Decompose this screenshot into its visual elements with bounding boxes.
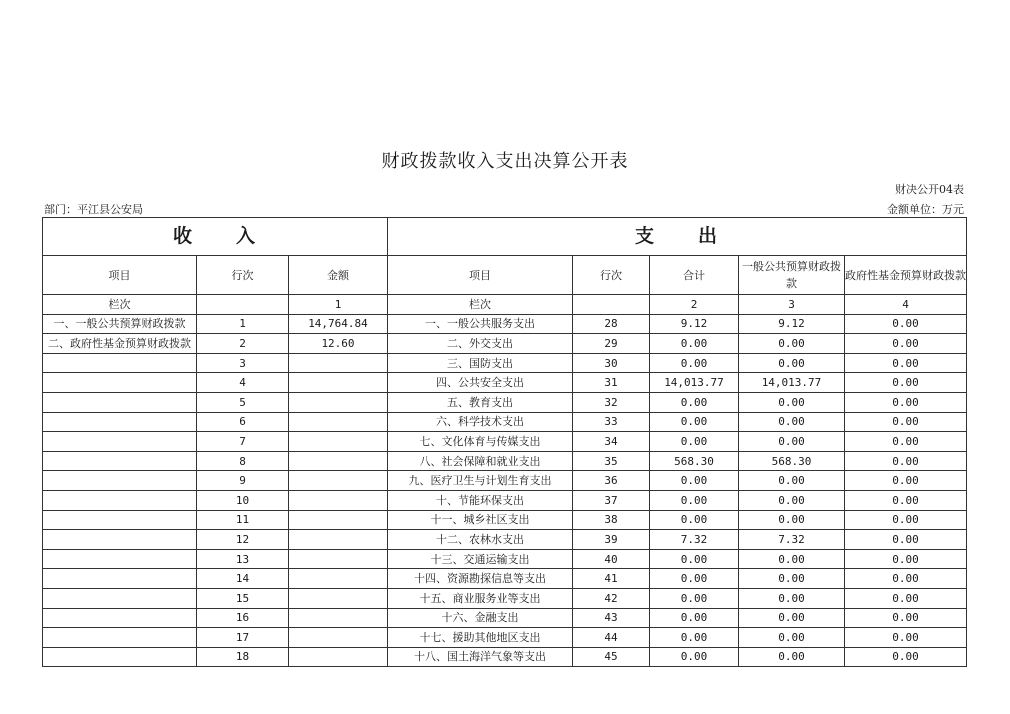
income-line-cell: 9 xyxy=(197,471,289,491)
income-item-cell xyxy=(43,510,197,530)
income-item-cell: 二、政府性基金预算财政拨款 xyxy=(43,334,197,354)
expense-line-cell: 42 xyxy=(573,588,650,608)
expense-line-cell: 35 xyxy=(573,451,650,471)
form-number: 财决公开04表 xyxy=(895,183,964,196)
table-row xyxy=(43,471,967,491)
income-line-cell: 6 xyxy=(197,412,289,432)
income-line-cell: 16 xyxy=(197,608,289,628)
index-total: 2 xyxy=(650,295,739,315)
total-cell: 0.00 xyxy=(650,353,739,373)
table-row xyxy=(43,490,967,510)
expense-line-cell: 33 xyxy=(573,412,650,432)
fund-budget-cell: 0.00 xyxy=(845,510,967,530)
general-budget-cell: 0.00 xyxy=(739,628,845,648)
income-item-cell xyxy=(43,432,197,452)
income-amount-cell xyxy=(289,510,388,530)
header-fund-budget: 政府性基金预算财政拨款 xyxy=(845,256,967,295)
income-line-cell: 1 xyxy=(197,314,289,334)
header-expense-item: 项目 xyxy=(388,256,573,295)
income-line-cell: 11 xyxy=(197,510,289,530)
fund-budget-cell: 0.00 xyxy=(845,549,967,569)
general-budget-cell: 0.00 xyxy=(739,412,845,432)
index-general-budget: 3 xyxy=(739,295,845,315)
expense-line-cell: 30 xyxy=(573,353,650,373)
fund-budget-cell: 0.00 xyxy=(845,471,967,491)
fund-budget-cell: 0.00 xyxy=(845,628,967,648)
expense-line-cell: 45 xyxy=(573,647,650,667)
expense-item-cell: 十二、农林水支出 xyxy=(388,530,573,550)
income-amount-cell xyxy=(289,451,388,471)
fund-budget-cell: 0.00 xyxy=(845,647,967,667)
total-cell: 0.00 xyxy=(650,432,739,452)
expense-line-cell: 32 xyxy=(573,392,650,412)
page-title: 财政拨款收入支出决算公开表 xyxy=(381,151,629,172)
column-index-row xyxy=(43,295,967,315)
total-cell: 14,013.77 xyxy=(650,373,739,393)
column-header-row xyxy=(43,256,967,295)
income-line-cell: 13 xyxy=(197,549,289,569)
table-row xyxy=(43,549,967,569)
general-budget-cell: 9.12 xyxy=(739,314,845,334)
fund-budget-cell: 0.00 xyxy=(845,490,967,510)
expense-item-cell: 十八、国土海洋气象等支出 xyxy=(388,647,573,667)
general-budget-cell: 0.00 xyxy=(739,490,845,510)
table-row xyxy=(43,569,967,589)
expense-item-cell: 六、科学技术支出 xyxy=(388,412,573,432)
income-item-cell: 一、一般公共预算财政拨款 xyxy=(43,314,197,334)
table-row xyxy=(43,628,967,648)
fund-budget-cell: 0.00 xyxy=(845,432,967,452)
income-item-cell xyxy=(43,412,197,432)
total-cell: 0.00 xyxy=(650,490,739,510)
income-amount-cell xyxy=(289,392,388,412)
income-item-cell xyxy=(43,608,197,628)
general-budget-cell: 0.00 xyxy=(739,471,845,491)
total-cell: 568.30 xyxy=(650,451,739,471)
general-budget-cell: 0.00 xyxy=(739,549,845,569)
table-row xyxy=(43,451,967,471)
index-income-line xyxy=(197,295,289,315)
income-amount-cell xyxy=(289,373,388,393)
expense-line-cell: 37 xyxy=(573,490,650,510)
expense-line-cell: 40 xyxy=(573,549,650,569)
index-income-amount: 1 xyxy=(289,295,388,315)
general-budget-cell: 0.00 xyxy=(739,608,845,628)
expense-line-cell: 39 xyxy=(573,530,650,550)
fund-budget-cell: 0.00 xyxy=(845,588,967,608)
expense-line-cell: 28 xyxy=(573,314,650,334)
table-row xyxy=(43,314,967,334)
general-budget-cell: 14,013.77 xyxy=(739,373,845,393)
expense-item-cell: 十三、交通运输支出 xyxy=(388,549,573,569)
total-cell: 0.00 xyxy=(650,549,739,569)
income-line-cell: 14 xyxy=(197,569,289,589)
income-amount-cell xyxy=(289,471,388,491)
table-row xyxy=(43,353,967,373)
total-cell: 0.00 xyxy=(650,588,739,608)
amount-unit-label: 金额单位：万元 xyxy=(887,203,964,216)
total-cell: 0.00 xyxy=(650,569,739,589)
expense-item-cell: 八、社会保障和就业支出 xyxy=(388,451,573,471)
fund-budget-cell: 0.00 xyxy=(845,392,967,412)
header-income-item: 项目 xyxy=(43,256,197,295)
expense-line-cell: 36 xyxy=(573,471,650,491)
expense-item-cell: 十七、援助其他地区支出 xyxy=(388,628,573,648)
expense-line-cell: 38 xyxy=(573,510,650,530)
income-item-cell xyxy=(43,530,197,550)
total-cell: 0.00 xyxy=(650,412,739,432)
header-income-amount: 金额 xyxy=(289,256,388,295)
fund-budget-cell: 0.00 xyxy=(845,373,967,393)
income-item-cell xyxy=(43,588,197,608)
income-amount-cell: 14,764.84 xyxy=(289,314,388,334)
total-cell: 0.00 xyxy=(650,647,739,667)
table-row xyxy=(43,647,967,667)
index-income-label: 栏次 xyxy=(43,295,197,315)
expense-item-cell: 七、文化体育与传媒支出 xyxy=(388,432,573,452)
income-item-cell xyxy=(43,569,197,589)
fund-budget-cell: 0.00 xyxy=(845,530,967,550)
expense-line-cell: 43 xyxy=(573,608,650,628)
expense-line-cell: 44 xyxy=(573,628,650,648)
general-budget-cell: 0.00 xyxy=(739,334,845,354)
general-budget-cell: 568.30 xyxy=(739,451,845,471)
table-row xyxy=(43,412,967,432)
income-line-cell: 15 xyxy=(197,588,289,608)
expense-line-cell: 31 xyxy=(573,373,650,393)
income-line-cell: 3 xyxy=(197,353,289,373)
expense-item-cell: 九、医疗卫生与计划生育支出 xyxy=(388,471,573,491)
income-line-cell: 4 xyxy=(197,373,289,393)
expense-item-cell: 十六、金融支出 xyxy=(388,608,573,628)
total-cell: 0.00 xyxy=(650,471,739,491)
income-amount-cell xyxy=(289,628,388,648)
general-budget-cell: 0.00 xyxy=(739,510,845,530)
index-expense-line xyxy=(573,295,650,315)
income-section-header: 收 入 xyxy=(43,218,388,256)
general-budget-cell: 0.00 xyxy=(739,588,845,608)
income-line-cell: 12 xyxy=(197,530,289,550)
income-line-cell: 5 xyxy=(197,392,289,412)
income-amount-cell xyxy=(289,530,388,550)
income-line-cell: 7 xyxy=(197,432,289,452)
income-item-cell xyxy=(43,647,197,667)
expense-item-cell: 五、教育支出 xyxy=(388,392,573,412)
department-label: 部门：平江县公安局 xyxy=(44,203,143,216)
income-amount-cell xyxy=(289,490,388,510)
expense-item-cell: 三、国防支出 xyxy=(388,353,573,373)
income-item-cell xyxy=(43,451,197,471)
table-row xyxy=(43,510,967,530)
expense-item-cell: 十四、资源勘探信息等支出 xyxy=(388,569,573,589)
total-cell: 0.00 xyxy=(650,392,739,412)
total-cell: 0.00 xyxy=(650,334,739,354)
income-line-cell: 18 xyxy=(197,647,289,667)
header-expense-line: 行次 xyxy=(573,256,650,295)
expense-line-cell: 29 xyxy=(573,334,650,354)
fund-budget-cell: 0.00 xyxy=(845,451,967,471)
fiscal-allocation-table xyxy=(42,217,967,667)
total-cell: 9.12 xyxy=(650,314,739,334)
expense-item-cell: 二、外交支出 xyxy=(388,334,573,354)
fund-budget-cell: 0.00 xyxy=(845,608,967,628)
income-item-cell xyxy=(43,353,197,373)
income-item-cell xyxy=(43,471,197,491)
expense-item-cell: 十一、城乡社区支出 xyxy=(388,510,573,530)
income-item-cell xyxy=(43,549,197,569)
general-budget-cell: 0.00 xyxy=(739,353,845,373)
income-item-cell xyxy=(43,490,197,510)
general-budget-cell: 0.00 xyxy=(739,392,845,412)
income-amount-cell xyxy=(289,549,388,569)
general-budget-cell: 0.00 xyxy=(739,432,845,452)
index-expense-label: 栏次 xyxy=(388,295,573,315)
general-budget-cell: 7.32 xyxy=(739,530,845,550)
income-amount-cell xyxy=(289,588,388,608)
expense-section-header: 支 出 xyxy=(388,218,967,256)
income-amount-cell xyxy=(289,569,388,589)
total-cell: 0.00 xyxy=(650,510,739,530)
general-budget-cell: 0.00 xyxy=(739,647,845,667)
header-income-line: 行次 xyxy=(197,256,289,295)
table-row xyxy=(43,530,967,550)
expense-line-cell: 41 xyxy=(573,569,650,589)
table-row xyxy=(43,373,967,393)
income-item-cell xyxy=(43,392,197,412)
table-row xyxy=(43,608,967,628)
expense-item-cell: 四、公共安全支出 xyxy=(388,373,573,393)
table-row xyxy=(43,334,967,354)
income-item-cell xyxy=(43,373,197,393)
table-row xyxy=(43,588,967,608)
index-fund-budget: 4 xyxy=(845,295,967,315)
income-line-cell: 8 xyxy=(197,451,289,471)
income-amount-cell xyxy=(289,647,388,667)
fund-budget-cell: 0.00 xyxy=(845,314,967,334)
fund-budget-cell: 0.00 xyxy=(845,569,967,589)
total-cell: 0.00 xyxy=(650,628,739,648)
expense-item-cell: 十五、商业服务业等支出 xyxy=(388,588,573,608)
fund-budget-cell: 0.00 xyxy=(845,334,967,354)
total-cell: 0.00 xyxy=(650,608,739,628)
header-general-budget: 一般公共预算财政拨款 xyxy=(739,256,845,295)
income-amount-cell xyxy=(289,412,388,432)
general-budget-cell: 0.00 xyxy=(739,569,845,589)
header-total: 合计 xyxy=(650,256,739,295)
income-item-cell xyxy=(43,628,197,648)
expense-item-cell: 十、节能环保支出 xyxy=(388,490,573,510)
table-row xyxy=(43,392,967,412)
income-line-cell: 2 xyxy=(197,334,289,354)
table-row xyxy=(43,432,967,452)
income-amount-cell xyxy=(289,353,388,373)
total-cell: 7.32 xyxy=(650,530,739,550)
expense-line-cell: 34 xyxy=(573,432,650,452)
fund-budget-cell: 0.00 xyxy=(845,412,967,432)
fund-budget-cell: 0.00 xyxy=(845,353,967,373)
section-header-row xyxy=(43,218,967,256)
income-amount-cell: 12.60 xyxy=(289,334,388,354)
income-amount-cell xyxy=(289,608,388,628)
income-line-cell: 17 xyxy=(197,628,289,648)
income-amount-cell xyxy=(289,432,388,452)
expense-item-cell: 一、一般公共服务支出 xyxy=(388,314,573,334)
income-line-cell: 10 xyxy=(197,490,289,510)
